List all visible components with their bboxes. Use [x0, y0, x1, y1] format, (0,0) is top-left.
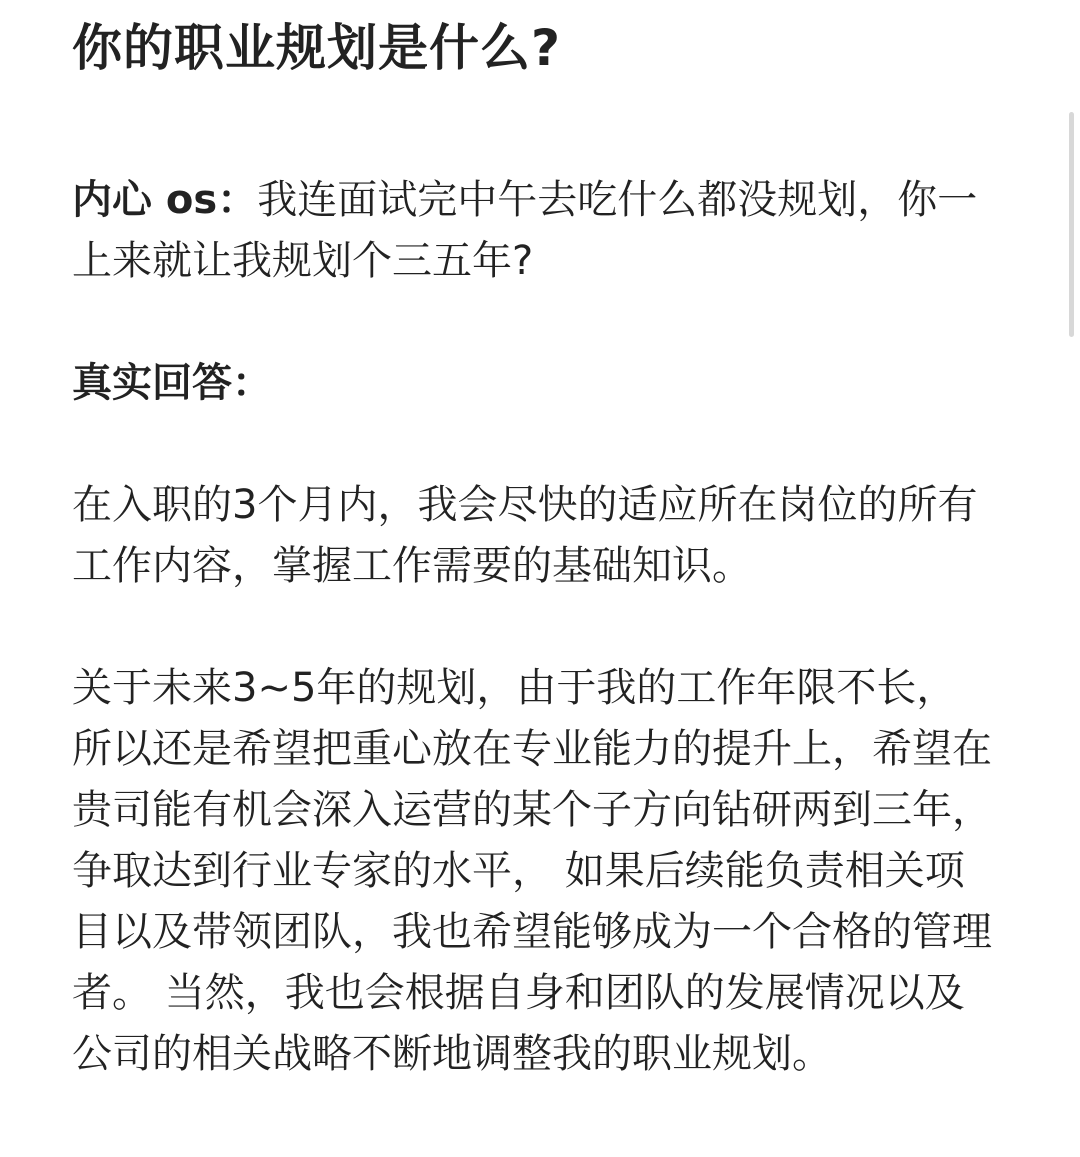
inner-os-label: 内心 os： — [72, 177, 258, 223]
inner-os-text: 我连面试完中午去吃什么都没规划，你一上来就让我规划个三五年? — [72, 177, 978, 284]
answer-paragraph-2: 关于未来3~5年的规划，由于我的工作年限不长， 所以还是希望把重心放在专业能力的提升上，希望在贵司能有机会深入运营的某个子方向钻研两到三年，争取达到行业专家的水平， 如果后续能负责相关项目以及带领团队，我也希望能够成为一个合格的管理者。 当然，我也会根据自身和团队的发展情况以及公司的相关战略不断地调整我的职业规划。 — [72, 665, 992, 1077]
answer-paragraph-1: 在入职的3个月内，我会尽快的适应所在岗位的所有工作内容，掌握工作需要的基础知识。 — [72, 482, 978, 589]
inner-os-paragraph — [72, 170, 1000, 292]
article-title: 你的职业规划是什么? — [72, 19, 562, 77]
answer-heading: 真实回答： — [72, 360, 272, 406]
scrollbar-thumb[interactable] — [1069, 112, 1074, 337]
